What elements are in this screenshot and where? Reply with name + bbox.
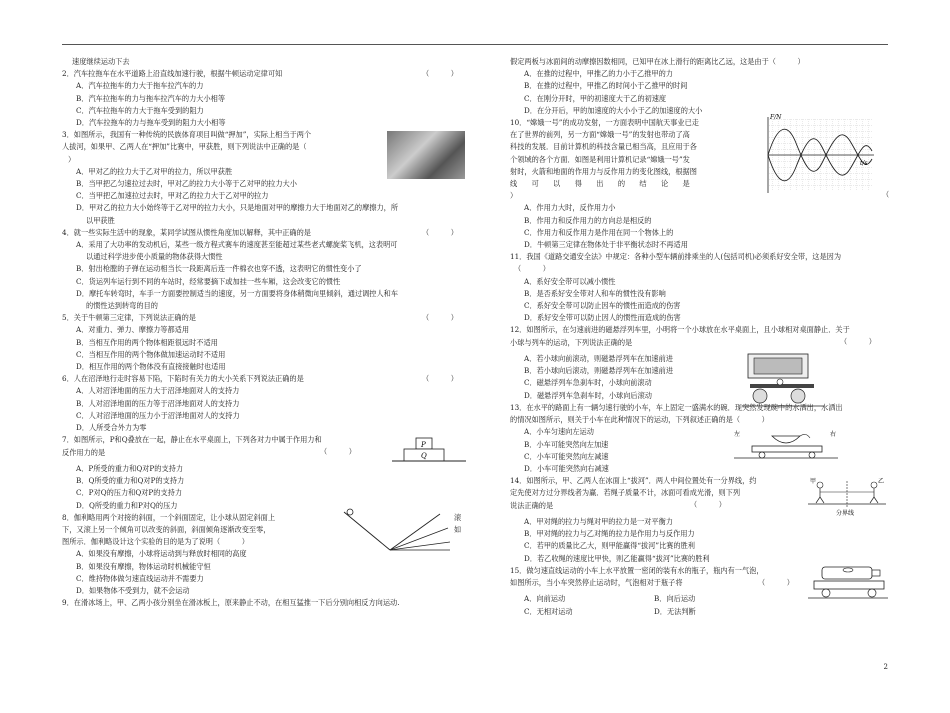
right-column [510,56,890,618]
answer-paren-close: ） [510,191,518,201]
answer-paren: （ ） [422,374,458,384]
option-d: D．无法判断 [654,606,696,616]
options-row-2 [510,606,890,618]
option-c: C．若甲的质量比乙大，则甲能赢得“拔河”比赛的胜利 [524,541,695,551]
question-12 [510,324,890,401]
answer-paren: （ ） [320,447,356,457]
inclined-planes-figure [340,508,452,558]
question-5 [62,312,468,373]
option-d: D．在分开后，甲的加速度的大小小于乙的加速度的大小 [524,105,703,115]
option-d: D．摩托车转弯时，车手一方面要控制适当的速度，另一方面要将身体稍微向里倾斜，通过调控人和车 [76,288,399,298]
question-stem: 射时，火箭和地面的作用力与反作用力的变化图线，根据图 [510,166,697,176]
option-b: B．小车可能突然向左加速 [524,439,609,449]
tug-of-war-photo [387,131,465,179]
option-b: B．人对沼泽地面的压力等于沼泽地面对人的支持力 [76,398,240,408]
force-time-graph [760,113,878,197]
y-axis-label: F/N [770,114,782,122]
option-a: A．P所受的重力和Q对P的支持力 [76,463,184,473]
question-11 [510,251,890,324]
option-d: D．系好安全带可以防止因人的惯性而造成的伤害 [524,313,681,323]
question-7 [62,434,468,511]
option-b: B．在推的过程中，甲推乙的时间小于乙推甲的时间 [524,81,688,91]
option-a: A．甲对绳的拉力与绳对甲的拉力是一对平衡力 [524,516,673,526]
option-d: D．牛顿第三定律在物体处于非平衡状态时不再适用 [524,240,688,250]
answer-paren: （ ） [690,500,726,510]
option-c: C．维持物体做匀速直线运动并不需要力 [76,573,204,583]
continuation-text: 速度继续运动下去 [72,57,130,66]
question-stem: 3．如图所示，我国有一种传统的民族体育项目叫做“押加”，实际上相当于两个 [62,130,312,140]
option-c: C．人对沼泽地面的压力小于沼泽地面对人的支持力 [76,410,240,420]
answer-paren: （ ） [422,227,458,237]
option-b: B．当甲把乙匀速拉过去时，甲对乙的拉力大小等于乙对甲的拉力大小 [76,179,297,189]
question-stem: 8．伽利略用两个对接的斜面，一个斜面固定，让小球从固定斜面上 [62,512,276,522]
question-stem: 11．我国《道路交通安全法》中规定：各种小型车辆前排乘坐的人(包括司机)必须系好安全带，这是因为 [510,252,842,262]
x-axis-label: t/s [860,160,868,168]
option-b: B．当相互作用的两个物体相距很远时不适用 [76,337,218,347]
question-2 [62,68,468,129]
divider-label: 分界线 [836,510,855,518]
option-a: A．采用了大功率的发动机后，某些一级方程式赛车的速度甚至能超过某些老式螺旋桨飞机，这表明可 [76,240,398,250]
question-15 [510,565,890,618]
question-stem: 15．做匀速直线运动的小车上水平放置一密闭的装有水的瓶子，瓶内有一气泡， [510,565,764,575]
question-stem: 科技的发展．目前计算机的科技含量已相当高，且应用于各 [510,142,697,152]
question-stem: 的情况如图所示，则关于小车在此种情况下的运动，下列叙述正确的是（ ） [510,415,769,425]
page-number: 2 [883,662,888,671]
answer-paren: （ ） [422,69,458,79]
question-9 [62,597,468,609]
option-a: A．小车匀速向左运动 [524,427,594,437]
option-c: C．当相互作用的两个物体做加速运动时不适用 [76,349,226,359]
jia-label: 甲 [810,478,817,486]
option-a: A．若小球向前滚动，则磁悬浮列车在加速前进 [524,354,673,364]
answer-paren: （ [882,190,890,200]
option-c: C．磁悬浮列车急刹车时，小球向前滚动 [524,378,652,388]
stacked-blocks-figure [392,436,468,470]
question-stem: 14．如图所示，甲、乙两人在冰面上“拔河”．两人中间位置处有一分界线，约 [510,476,757,486]
bottle-cart-figure [808,561,888,605]
option-a: A．甲对乙的拉力大于乙对甲的拉力，所以甲获胜 [76,166,233,176]
answer-paren: （ ） [840,337,876,347]
option-d: D．Q所受的重力和P对Q的压力 [76,500,178,510]
option-d: D．汽车拉拖车的力与拖车受到的阻力大小相等 [76,118,226,128]
option-a: A．对重力、弹力、摩擦力等都适用 [76,325,190,335]
answer-paren: （ ） [514,264,550,274]
yi-label: 乙 [878,478,885,486]
question-stem: 在了世界的前列，另一方面“嫦娥一号”的发射也带动了高 [510,130,690,140]
question-stem: 定先使对方过分界线者为赢．若绳子质量不计，冰面可看成光滑，则下列 [510,488,741,498]
option-c: C．无相对运动 [524,606,573,616]
question-stem: 12．如图所示，在匀速前进的磁悬浮列车里，小明将一个小球放在水平桌面上，且小球相对桌面静止．关于 [510,325,850,335]
question-stem: 4．就一些实际生活中的现象，某同学试图从惯性角度加以解释，其中正确的是 [62,227,311,237]
header-rule [62,44,888,45]
answer-paren: ） [68,154,76,164]
option-d-cont: 的惯性达到转弯的目的 [86,301,158,311]
question-14 [510,475,890,565]
block-q-label: Q [421,452,427,461]
question-8 [62,512,468,597]
question-stem: 6．人在沼泽地行走时容易下陷，下陷时有关力的大小关系下列说法正确的是 [62,374,304,384]
option-d: D．若乙收绳的速度比甲快，则乙能赢得“拔河”比赛的胜利 [524,553,710,563]
option-d: D．磁悬浮列车急刹车时，小球向后滚动 [524,390,652,400]
question-stem: 7．如图所示，P和Q叠放在一起，静止在水平桌面上，下列各对力中属于作用力和 [62,435,322,445]
option-d: D．人所受合外力为零 [76,423,147,433]
option-b: B．若小球向后滚动，则磁悬浮列车在加速前进 [524,366,674,376]
option-d: D．甲对乙的拉力大小始终等于乙对甲的拉力大小，只是地面对甲的摩擦力大于地面对乙的摩擦力，所 [76,203,399,213]
question-stem: 图所示．伽利略设计这个实验的目的是为了说明（ ） [62,537,249,547]
option-b: B．作用力和反作用力的方向总是相反的 [524,215,652,225]
cart-bowl-figure [732,426,840,462]
continuation-text: 假定两板与冰面间的动摩擦因数相同，已知甲在冰上滑行的距离比乙远，这是由于（ ） [510,57,805,66]
answer-paren: （ ） [758,577,794,587]
question-stem: 10．“嫦娥一号”的成功发射，一方面表明中国航天事业已走 [510,118,699,128]
overflow-char: 如 [454,524,462,534]
option-d: D．小车可能突然向右减速 [524,463,609,473]
left-column [62,56,468,609]
option-a: A．在推的过程中，甲推乙的力小于乙推甲的力 [524,69,673,79]
question-stem: 说法正确的是 [510,500,554,510]
option-a: A．作用力大时，反作用力小 [524,203,616,213]
question-13 [510,402,890,475]
option-b: B．汽车拉拖车的力与拖车拉汽车的力大小相等 [76,93,226,103]
question-3 [62,129,468,227]
question-stem: 如图所示，当小车突然停止运动时，气泡相对于瓶子将 [510,577,683,587]
ice-tug-figure [808,473,888,517]
question-stem: 小球与列车的运动，下列说法正确的是 [510,337,633,347]
option-a: A．人对沼泽地面的压力大于沼泽地面对人的支持力 [76,386,240,396]
option-c: C．系好安全带可以防止因车的惯性而造成的伤害 [524,301,681,311]
option-a: A．系好安全带可以减小惯性 [524,276,616,286]
option-d-cont: 以甲获胜 [86,215,115,225]
block-p-label: P [421,441,426,450]
question-stem: 下，又滚上另一个倾角可以改变的斜面，斜面倾角逐渐改变至零， [62,524,271,534]
question-stem: 2．汽车拉拖车在水平道路上沿直线加速行驶，根据牛顿运动定律可知 [62,69,283,79]
option-b: B．如果没有摩擦，物体运动时机械能守恒 [76,561,211,571]
right-label: 右 [830,430,837,438]
option-c: C．作用力和反作用力是作用在同一个物体上的 [524,227,674,237]
question-stem: 反作用力的是 [62,447,106,457]
option-a-cont: 以通过科学进步使小质量的物体获得大惯性 [86,252,223,262]
question-4 [62,227,468,312]
answer-paren: （ ） [422,313,458,323]
option-a: A．如果没有摩擦，小球将运动到与释放时相同的高度 [76,549,247,559]
option-c: C．货运列车运行到不同的车站时，经常要摘下或加挂一些车厢，这会改变它的惯性 [76,276,341,286]
option-c: C．汽车拉拖车的力大于拖车受到的阻力 [76,105,204,115]
option-d: D．如果物体不受到力，就不会运动 [76,585,190,595]
question-stem: 人拔河，如果甲、乙两人在“押加”比赛中，甲获胜，则下列说法中正确的是（ [62,142,307,152]
question-stem: 个领域的各个方面．如图是利用计算机记录“嫦娥一号”发 [510,154,690,164]
option-c: C．小车可能突然向左减速 [524,451,609,461]
option-a: A．向前运动 [524,594,566,604]
question-stem: 线 可 以 得 出 的 结 论 是 [510,179,690,189]
option-c: C．在刚分开时，甲的初速度大于乙的初速度 [524,93,667,103]
option-c: C．当甲把乙加速拉过去时，甲对乙的拉力大于乙对甲的拉力 [76,191,269,201]
overflow-char: 滚 [454,512,462,522]
option-c: C．P对Q的压力和Q对P的支持力 [76,488,183,498]
option-b: B．射出枪膛的子弹在运动相当长一段距离后连一件棉衣也穿不透，这表明它的惯性变小了 [76,264,362,274]
question-6 [62,373,468,434]
question-stem: 9．在滑冰场上，甲、乙两小孩分别坐在滑冰板上，原来静止不动，在相互猛推一下后分别向相反方向运动. [62,598,400,608]
option-b: B．是否系好安全带对人和车的惯性没有影响 [524,288,666,298]
question-10 [510,114,890,251]
option-b: B．Q所受的重力和Q对P的支持力 [76,476,185,486]
option-a: A．汽车拉拖车的力大于拖车拉汽车的力 [76,81,204,91]
option-b: B．向后运动 [654,594,696,604]
question-stem: 5．关于牛顿第三定律，下列说法正确的是 [62,313,196,323]
option-d: D．相互作用的两个物体没有直接接触时也适用 [76,362,226,372]
left-label: 左 [734,430,741,438]
option-b: B．甲对绳的拉力与乙对绳的拉力是作用力与反作用力 [524,529,695,539]
question-stem: 13．在水平的路面上有一辆匀速行驶的小车，车上固定一盛满水的碗．现突然发现碗中的水洒出，水洒出 [510,402,843,412]
